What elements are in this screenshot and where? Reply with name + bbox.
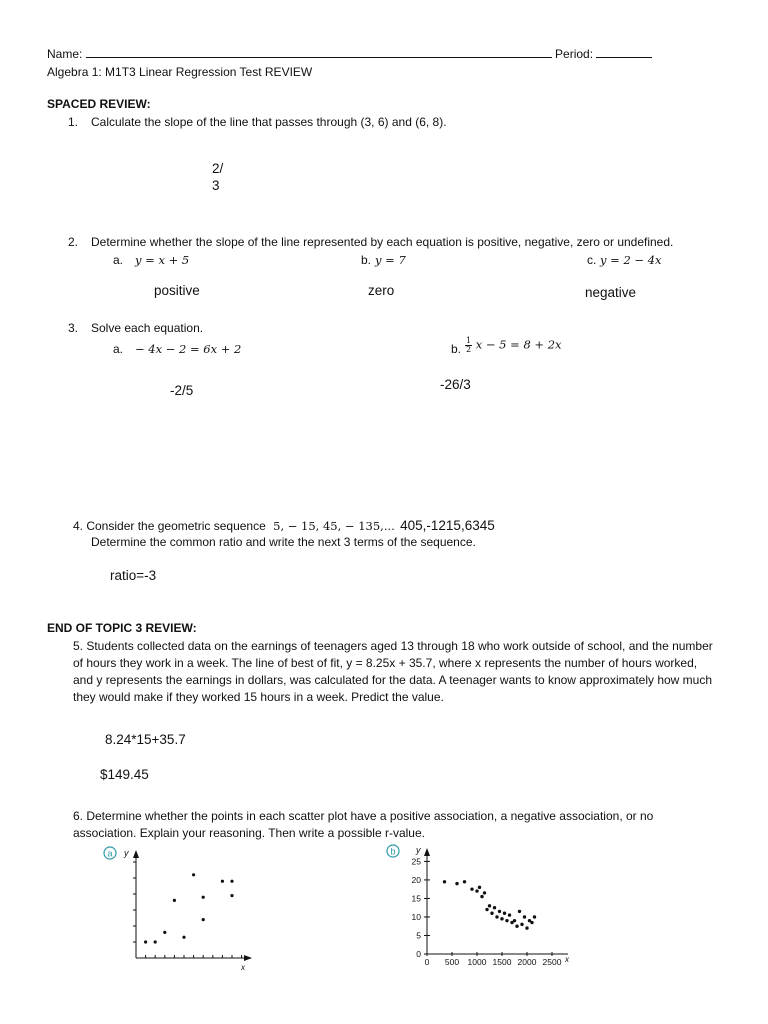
scatter-plot-b [383,842,583,972]
plot-b-point [480,895,483,898]
plot-b-point [525,926,528,929]
plot-b-point [518,910,521,913]
plot-b-point [493,906,496,909]
plot-b-point [478,886,481,889]
plot-b-point [443,880,446,883]
q6-text: 6. Determine whether the points in each scatter plot have a positive association, a negative association, or no association. Explain your reasoning. Then write a possible r-value. [73,809,654,840]
q2b-label: b. [361,253,372,267]
section-heading-spaced: SPACED REVIEW: [47,97,151,111]
plot-b-point [498,910,501,913]
plot-a-badge-label: a [107,848,113,859]
q3b-label: b. [451,342,462,356]
q3-text: Solve each equation. [91,321,204,335]
plot-b-y-tick-label: 0 [416,949,421,959]
plot-b-y-tick-label: 15 [411,893,421,904]
plot-b-point [455,882,458,885]
plot-b-y-tick-label: 5 [416,930,421,941]
q5-text: 5. Students collected data on the earnings of teenagers aged 13 through 18 who work outside of school, and the number of hours they work in a week. The line of best of fit, y = 8.25x + 35.7, where x represents the number of hours worked, and y represents the earnings in dollars, was calculated for the data. A teenager wants to know approximately how much they would make if they worked 15 hours in a week. Predict the value. [73,639,713,704]
q1-answer-line1: 2/ [212,161,224,176]
plot-a-point [163,931,166,934]
plot-a-point [144,940,147,943]
q4-sequence: 5, − 15, 45, − 135,... [273,519,395,533]
plot-b-point [523,915,526,918]
q2a-label: a. [113,253,124,267]
plot-a-point [230,880,233,883]
q2b-answer: zero [368,283,395,298]
plot-b-xlabel: x [565,955,569,964]
q4-answer-terms: 405,-1215,6345 [400,518,495,533]
plot-b-point [475,889,478,892]
page-title: Algebra 1: M1T3 Linear Regression Test REVIEW [47,65,313,79]
plot-b-x-tick-label: 500 [444,957,460,967]
name-line [47,47,652,61]
period-label: Period: [555,47,594,61]
q2c-label: c. [587,253,597,267]
q3a-equation: − 4x − 2 = 6x + 2 [135,342,242,356]
q3b-answer: -26/3 [440,377,471,392]
q1-text: Calculate the slope of the line that passes through (3, 6) and (6, 8). [91,115,447,129]
plot-b-point [485,908,488,911]
plot-b-points [443,880,536,930]
q3b-fraction: $\frac{1}{2}$ [466,336,472,354]
q2c-answer: negative [585,285,637,300]
plot-b-point [503,912,506,915]
plot-b-point [463,880,466,883]
plot-b-point [533,915,536,918]
plot-b-point [490,912,493,915]
plot-b-point [513,919,516,922]
plot-b-y-tick-label: 10 [411,911,421,922]
plot-a-point [182,936,185,939]
q3-number: 3. [68,321,79,335]
q2a-equation: y = x + 5 [135,253,190,267]
plot-a-point [154,940,157,943]
section-heading-end: END OF TOPIC 3 REVIEW: [47,621,197,635]
q2-number: 2. [68,235,79,249]
plot-a-points [144,873,234,943]
plot-b-x-tick-label: 1000 [467,957,487,967]
q2c-equation: y = 2 − 4x [600,253,662,267]
plot-b-point [530,921,533,924]
plot-b-ylabel: y [416,845,421,855]
q3a-answer: -2/5 [170,383,194,398]
plot-a-y-arrow [133,850,139,858]
q4-text2: Determine the common ratio and write the next 3 terms of the sequence. [91,535,476,549]
plot-a-xlabel: x [241,963,245,972]
plot-a-point [192,873,195,876]
plot-b-point [508,913,511,916]
plot-a-ylabel: y [124,848,129,858]
q2b-equation: y = 7 [375,253,406,267]
plot-b-point [470,887,473,890]
q1-answer-line2: 3 [212,178,220,193]
q3a-label: a. [113,342,124,356]
q2a-answer: positive [154,283,200,298]
plot-b-point [520,923,523,926]
plot-b-x-tick-label: 2500 [542,957,562,967]
plot-b-y-arrow [424,848,430,856]
plot-b-point [500,917,503,920]
q5-answer: $149.45 [100,767,149,782]
plot-b-y-tick-label: 25 [411,856,421,867]
scatter-plot-a [100,842,260,972]
q4-answer-ratio: ratio=-3 [110,568,157,583]
plot-b-x-tick-label: 1500 [492,957,512,967]
q4-text: 4. Consider the geometric sequence 5, − 15, 45, − 135,... 405,-1215,6345 [73,518,495,533]
plot-a-point [221,880,224,883]
plot-b-point [515,925,518,928]
plot-a-point [173,899,176,902]
name-label: Name: [47,47,83,61]
plot-b-x-tick-label: 0 [424,957,430,967]
plot-a-ticks [133,862,242,958]
plot-b-y-tick-label: 20 [411,874,421,885]
plot-b-point [505,919,508,922]
plot-b-point [483,891,486,894]
plot-a-point [230,894,233,897]
q2-text: Determine whether the slope of the line represented by each equation is positive, negative, zero or undefined. [91,235,674,249]
plot-b-point [495,915,498,918]
plot-b-ticks [412,856,562,967]
plot-a-x-arrow [244,955,252,961]
plot-a-point [202,918,205,921]
plot-b-point [488,904,491,907]
q3b-equation: $\frac{1}{2}$ x − 5 = 8 + 2x [466,336,562,354]
name-blank[interactable] [86,47,552,58]
plot-b-badge-label: b [390,846,396,857]
q1-number: 1. [68,115,79,129]
plot-b-x-tick-label: 2000 [517,957,537,967]
q5-work: 8.24*15+35.7 [105,732,186,747]
plot-a-point [202,896,205,899]
period-blank[interactable] [596,47,652,58]
